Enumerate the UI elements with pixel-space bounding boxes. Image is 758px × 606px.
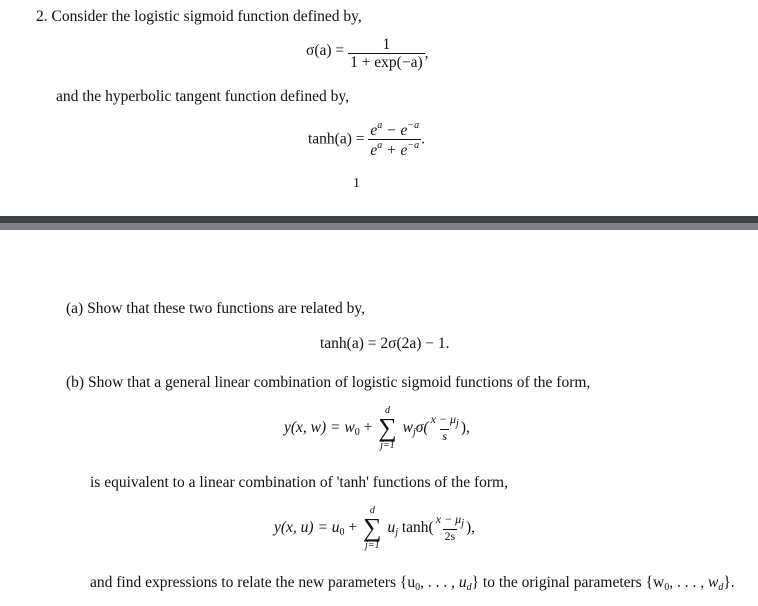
eq2-sum-bottom: j=1: [365, 539, 380, 551]
eq2-lhs: y(x, u) = u: [274, 518, 340, 536]
part-a-text: Show that these two functions are related by,: [87, 300, 365, 317]
sigmoid-numerator: 1: [382, 36, 391, 53]
page-number: 1: [353, 176, 360, 191]
part-b-text: Show that a general linear combination of logistic sigmoid functions of the form,: [87, 374, 591, 391]
eq2-fraction: $\frac{x - \mu_j}{2s}$: [435, 511, 464, 543]
sigmoid-lhs: σ(a) =: [306, 42, 345, 60]
eq1-sum: d ∑ j=1: [378, 405, 397, 451]
page-separator-shade: [0, 223, 758, 230]
tanh-intro: and the hyperbolic tangent function defined by,: [56, 88, 349, 105]
part-b-line: [66, 374, 590, 392]
middle-text: is equivalent to a linear combination of 'tanh' functions of the form,: [90, 474, 508, 491]
final-text-3: }.: [723, 574, 735, 591]
final-text-1: and find expressions to relate the new parameters {u: [90, 574, 416, 591]
tanh-combination-equation: y(x, $u) = u_0$ + d ∑ j=1 $u_j$ tanh( $\frac{x - \mu_j}{2s}$ ),: [274, 505, 476, 551]
final-text-2: } to the original parameters {w: [471, 574, 665, 591]
eq2-sum-top: d: [369, 505, 375, 516]
sigmoid-equation: [306, 36, 429, 72]
eq1-sum-bottom: j=1: [380, 439, 395, 451]
sigmoid-fraction: [348, 36, 425, 72]
part-b-label: (b): [66, 374, 85, 391]
eq2-sum: d ∑ j=1: [363, 505, 382, 551]
final-text: and find expressions to relate the new parameters {$u_0$, . . . , $u_d$} to the original parameters {$w_0$, . . . , $w_d$}.: [90, 574, 735, 593]
tanh-lhs: tanh(a) =: [308, 130, 365, 148]
eq1-lhs: y(x, w) = w: [284, 418, 355, 436]
problem-intro: Consider the logistic sigmoid function defined by,: [51, 8, 362, 25]
eq2-denominator: 2s: [444, 528, 456, 543]
tanh-equation: [308, 120, 425, 160]
problem-number: 2.: [36, 8, 48, 25]
sigmoid-denominator: 1 + exp(−a): [350, 54, 423, 72]
part-a-label: (a): [66, 300, 84, 317]
sigmoid-comma: ,: [424, 44, 429, 62]
page-separator: [0, 216, 758, 223]
tanh-fraction: $\frac{e^a - e^{-a}}{e^a + e^{-a}}$: [370, 120, 420, 160]
part-a-line: [66, 300, 365, 318]
eq1-fraction: $\frac{x - \mu_j}{s}$: [430, 411, 459, 443]
problem-number-line: [36, 8, 362, 26]
eq1-sum-top: d: [384, 405, 390, 416]
part-a-equation: tanh(a) = 2σ(2a) − 1.: [320, 335, 450, 352]
eq1-denominator: s: [442, 428, 448, 443]
tanh-period: .: [421, 130, 425, 148]
sigmoid-combination-equation: y(x, $w) = w_0$ + d ∑ j=1 $w_j\sigma$( $\frac{x - \mu_j}{s}$ ),: [284, 405, 470, 451]
